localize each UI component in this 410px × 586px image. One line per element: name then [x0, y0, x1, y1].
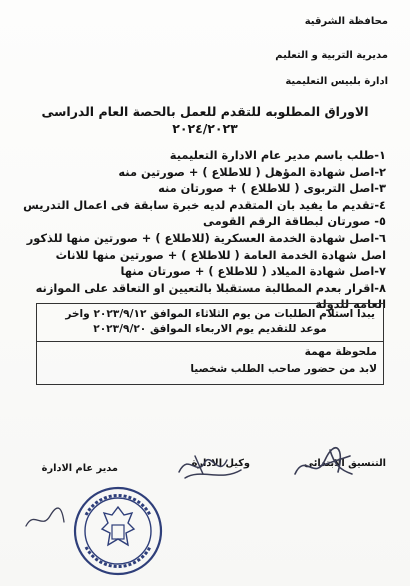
administration-name: ادارة بلبيس التعليمية [285, 76, 388, 87]
deadline-row [37, 304, 383, 342]
list-item: ٤-تقديم ما يفيد بان المتقدم لديه خبرة سابقة فى اعمال التدريس [23, 197, 386, 212]
director-signature-icon [20, 500, 70, 536]
requirements-list [23, 147, 386, 313]
directorate-name: مديرية التربية و التعليم [275, 50, 388, 61]
document-title: الاوراق المطلوبه للتقدم للعمل بالحصة العام الدراسى [41, 104, 369, 119]
deadline-start-text: يبدا استلام الطلبات من يوم الثلاثاء الموافق ٢٠٢٣/٩/١٢ واخر [65, 308, 375, 320]
note-title: ملحوظة مهمة [304, 346, 377, 358]
deadline-box [36, 303, 384, 385]
note-row [37, 342, 383, 380]
director-signature-label: مدير عام الادارة [41, 463, 118, 474]
deadline-end-text: موعد للتقديم يوم الاربعاء الموافق ٢٠٢٣/٩/٢٠ [93, 323, 327, 335]
governorate-name: محافظة الشرقية [304, 16, 388, 27]
list-item: ٧-اصل شهادة الميلاد ( للاطلاع ) + صورتان منها [120, 264, 386, 279]
list-item: ١-طلب باسم مدير عام الادارة التعليمية [169, 148, 386, 162]
list-item: اصل شهادة الخدمة العامة ( للاطلاع ) + صورتين منها للاناث [55, 247, 386, 262]
coordinator-signature-label: التنسيق الابتدائى [303, 458, 386, 469]
list-item: ٨-اقرار بعدم المطالبة مستقبلا بالتعيين او التعاقد على الموازنه العامه للدولة [35, 280, 386, 312]
deputy-signature-icon [175, 448, 245, 486]
list-item: ٢-اصل شهادة المؤهل ( للاطلاع ) + صورتين منه [118, 164, 386, 179]
academic-year: ٢٠٢٤/٢٠٢٣ [172, 121, 238, 136]
list-item: ٣-اصل التربوى ( للاطلاع ) + صورتان منه [158, 181, 386, 196]
deputy-signature-label: وكيل الادارة [191, 458, 250, 469]
list-item: ٦-اصل شهادة الخدمة العسكرية (للاطلاع ) + صورتين منها للذكور [26, 230, 386, 245]
list-item: ٥- صورتان لبطاقة الرقم القومى [203, 214, 386, 229]
official-seal-icon [72, 485, 164, 577]
coordinator-signature-icon [290, 444, 360, 484]
note-text: لابد من حضور صاحب الطلب شخصيا [190, 363, 377, 375]
